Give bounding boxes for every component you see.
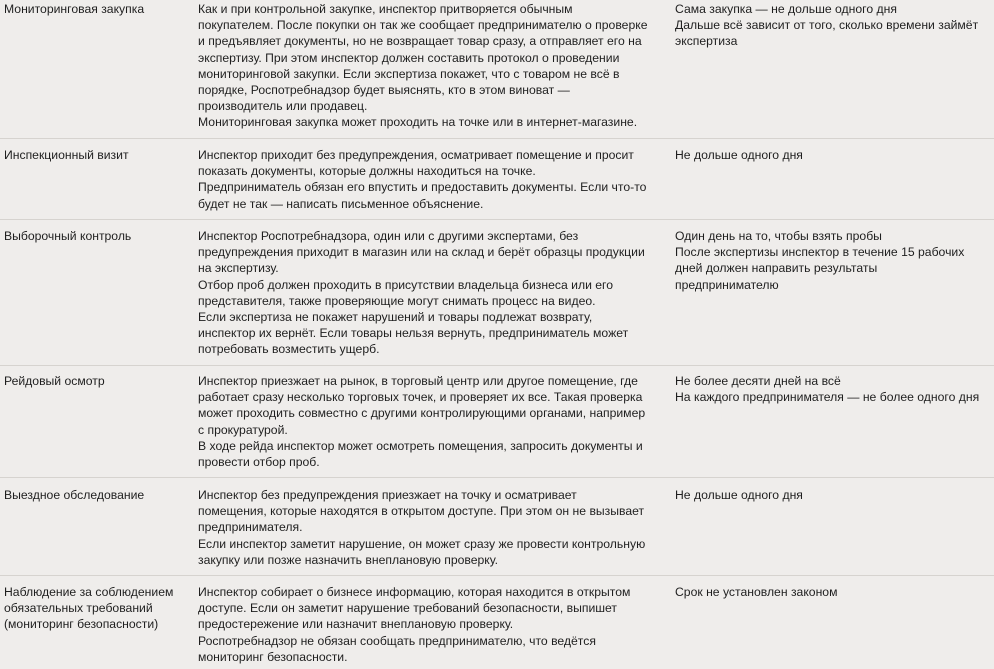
method-text: (мониторинг безопасности) — [4, 617, 159, 632]
duration-cell — [675, 487, 991, 503]
duration-cell — [675, 584, 991, 600]
description-text: Инспектор приезжает на рынок, в торговый центр или другое помещение, где — [198, 374, 638, 388]
description-text: Инспектор собирает о бизнесе информацию, которая находится в открытом — [198, 585, 631, 599]
description-text: Инспектор приходит без предупреждения, осматривает помещение и просит — [198, 148, 634, 162]
method-text: Выборочный контроль — [4, 229, 132, 243]
description-cell — [198, 147, 668, 212]
description-text: предпринимателя. — [198, 520, 303, 535]
duration-text: На каждого предпринимателя — не более одного дня — [675, 390, 980, 405]
description-text: Если инспектор заметит нарушение, он может сразу же провести контрольную — [198, 536, 646, 551]
description-text: экспертизу. При этом инспектор должен составить протокол о проведении — [198, 50, 620, 65]
duration-text: Срок не установлен законом — [675, 585, 838, 599]
description-text: Как и при контрольной закупке, инспектор притворяется обычным — [198, 2, 573, 16]
duration-text: Дальше всё зависит от того, сколько времени займёт — [675, 18, 979, 33]
description-text: предостережение или назначит внеплановую проверку. — [198, 617, 514, 632]
duration-cell — [675, 228, 991, 293]
table-row — [0, 372, 994, 478]
description-text: с прокуратурой. — [198, 422, 288, 437]
table-row — [0, 227, 994, 366]
description-text: работает сразу несколько торговых точек, и проверяет их все. Такая проверка — [198, 390, 643, 405]
description-cell — [198, 487, 668, 568]
method-cell — [4, 228, 189, 244]
duration-text: дней должен направить результаты — [675, 261, 878, 276]
method-cell — [4, 487, 189, 503]
method-text: Мониторинговая закупка — [4, 2, 145, 16]
description-text: закупку или позже назначить внеплановую проверку. — [198, 552, 498, 567]
description-text: и предъявляет документы, но не возвращает товар сразу, а отправляет его на — [198, 34, 642, 49]
method-cell — [4, 147, 189, 163]
description-text: мониторинг безопасности. — [198, 649, 348, 664]
description-text: провести отбор проб. — [198, 455, 320, 470]
description-text: помещения, которые находятся в открытом доступе. При этом он не вызывает — [198, 504, 645, 519]
method-text: Рейдовый осмотр — [4, 374, 105, 388]
method-text: Выездное обследование — [4, 488, 145, 502]
description-text: представителя, также проверяющие могут снимать процесс на видео. — [198, 293, 596, 308]
description-text: инспектор их вернёт. Если товары нельзя вернуть, предприниматель может — [198, 326, 629, 341]
description-text: на экспертизу. — [198, 261, 279, 276]
method-text: Наблюдение за соблюдением — [4, 585, 174, 599]
duration-cell — [675, 373, 991, 405]
description-text: показать документы, которые должны находиться на точке. — [198, 164, 536, 179]
duration-text: Один день на то, чтобы взять пробы — [675, 229, 882, 243]
description-text: будет не так — написать письменное объяснение. — [198, 196, 484, 211]
description-text: Предприниматель обязан его впустить и предоставить документы. Если что-то — [198, 180, 647, 195]
description-text: доступе. Если он заметит нарушение требований безопасности, выпишет — [198, 601, 618, 616]
method-cell — [4, 373, 189, 389]
duration-text: Не дольше одного дня — [675, 148, 803, 162]
table-row — [0, 0, 994, 139]
duration-text: Не более десяти дней на всё — [675, 374, 841, 388]
description-text: Инспектор без предупреждения приезжает на точку и осматривает — [198, 488, 577, 502]
description-text: может проходить совместно с другими контролирующими органами, например — [198, 406, 646, 421]
description-cell — [198, 1, 668, 131]
duration-text: После экспертизы инспектор в течение 15 рабочих — [675, 245, 965, 260]
table-row — [0, 486, 994, 576]
description-text: мониторинговой закупки. Если экспертиза покажет, что с товаром не всё в — [198, 66, 620, 81]
description-text: Мониторинговая закупка может проходить на точке или в интернет-магазине. — [198, 115, 638, 130]
duration-text: Не дольше одного дня — [675, 488, 803, 502]
description-text: В ходе рейда инспектор может осмотреть помещения, запросить документы и — [198, 438, 643, 453]
table-row — [0, 583, 994, 669]
duration-text: Сама закупка — не дольше одного дня — [675, 2, 897, 16]
description-cell — [198, 373, 668, 470]
duration-cell — [675, 1, 991, 50]
description-cell — [198, 228, 668, 358]
description-cell — [198, 584, 668, 665]
description-text: Инспектор Роспотребнадзора, один или с другими экспертами, без — [198, 229, 579, 243]
duration-text: экспертиза — [675, 34, 738, 49]
table-row — [0, 146, 994, 220]
duration-cell — [675, 147, 991, 163]
description-text: Если экспертиза не покажет нарушений и товары подлежат возврату, — [198, 310, 593, 325]
method-cell — [4, 1, 189, 17]
description-text: производитель или продавец. — [198, 99, 368, 114]
description-text: порядке, Роспотребнадзор будет выяснять, кто в этом виноват — — [198, 83, 570, 98]
description-text: Отбор проб должен проходить в присутствии владельца бизнеса или его — [198, 277, 614, 292]
method-text: обязательных требований — [4, 601, 153, 616]
description-text: предупреждения приходит в магазин или на склад и берёт образцы продукции — [198, 245, 645, 260]
method-text: Инспекционный визит — [4, 148, 129, 162]
description-text: потребовать возместить ущерб. — [198, 342, 380, 357]
duration-text: предпринимателю — [675, 277, 779, 292]
method-cell — [4, 584, 189, 633]
description-text: Роспотребнадзор не обязан сообщать предпринимателю, что ведётся — [198, 633, 596, 648]
description-text: покупателем. После покупки он так же сообщает предпринимателю о проверке — [198, 18, 648, 33]
